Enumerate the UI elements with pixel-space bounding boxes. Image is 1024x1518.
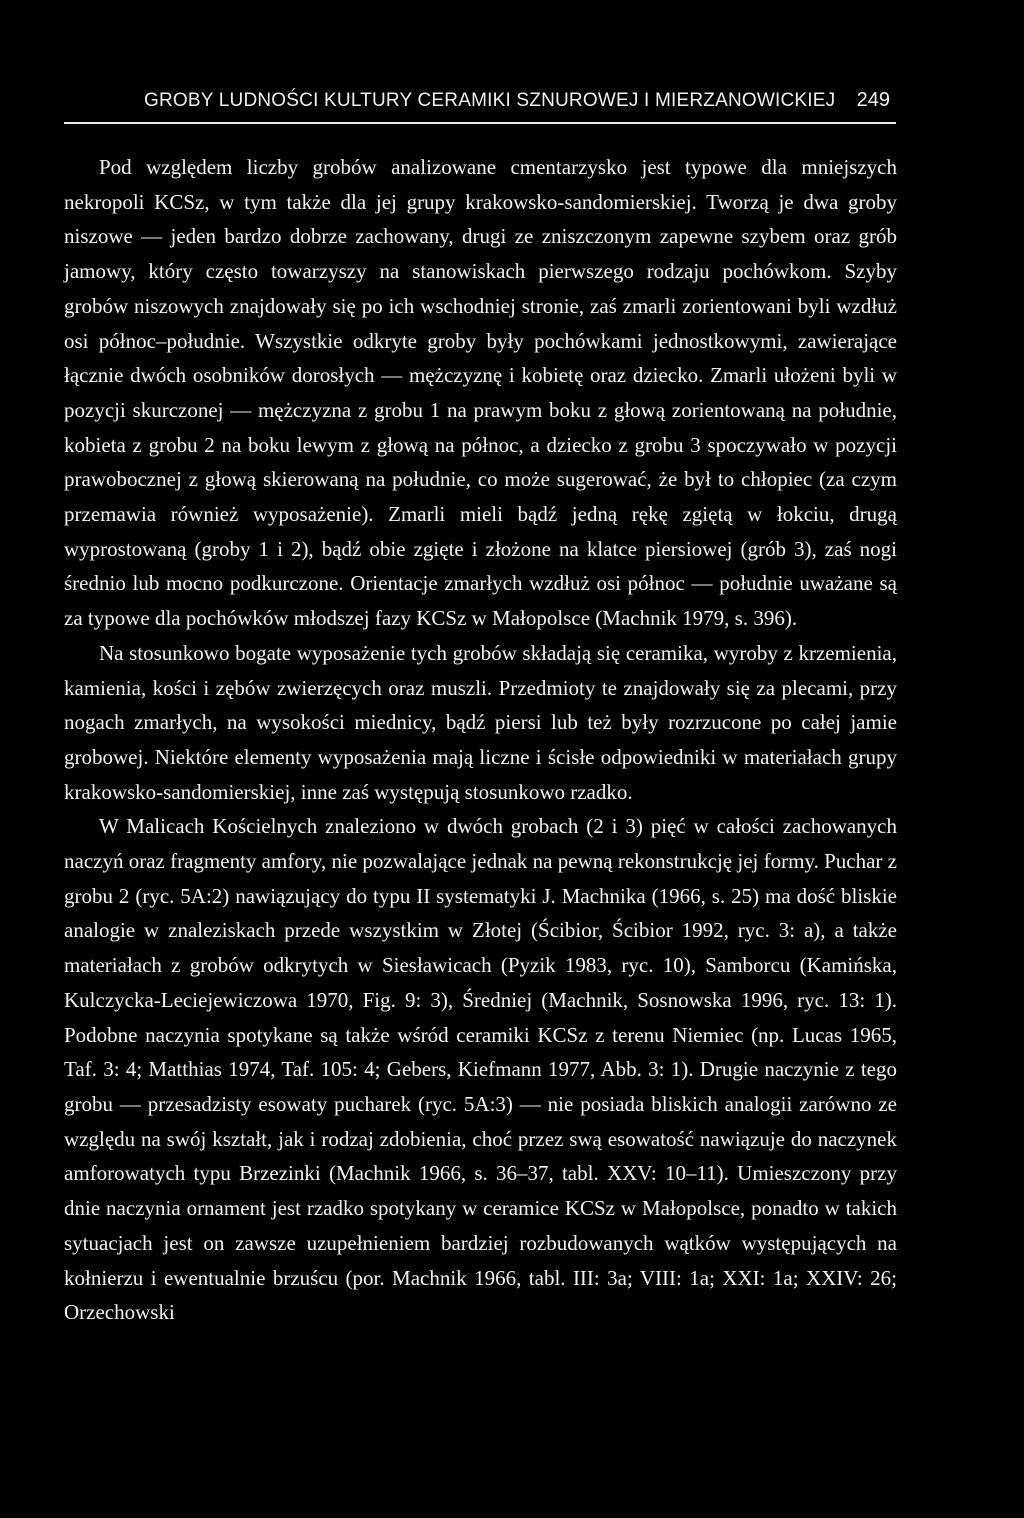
body-text [64,150,897,1330]
paragraph-vessels: W Malicach Kościelnych znaleziono w dwóch grobach (2 i 3) pięć w całości zachowanych naczyń oraz fragmenty amfory, nie pozwalające jednak na pewną rekonstrukcję jej formy. Puchar z grobu 2 (ryc. 5A:2) nawiązujący do typu II systematyki J. Machnika (1966, s. 25) ma dość bliskie analogie w znaleziskach przede wszystkim w Złotej (Ścibior, Ścibior 1992, ryc. 3: a), a także materiałach z grobów odkrytych w Siesławicach (Pyzik 1983, ryc. 10), Samborcu (Kamińska, Kulczycka-Leciejewiczowa 1970, Fig. 9: 3), Średniej (Machnik, Sosnowska 1996, ryc. 13: 1). Podobne naczynia spotykane są także wśród ceramiki KCSz z terenu Niemiec (np. Lucas 1965, Taf. 3: 4; Matthias 1974, Taf. 105: 4; Gebers, Kiefmann 1977, Abb. 3: 1). Drugie naczynie z tego grobu — przesadzisty esowaty pucharek (ryc. 5A:3) — nie posiada bliskich analogii zarówno ze względu na swój kształt, jak i rodzaj zdobienia, choć przez swą esowatość nawiązuje do naczynek amforowatych typu Brzezinki (Machnik 1966, s. 36–37, tabl. XXV: 10–11). Umieszczony przy dnie naczynia ornament jest rzadko spotykany w ceramice KCSz w Małopolsce, ponadto w takich sytuacjach jest on zawsze uzupełnieniem bardziej rozbudowanych wątków występujących na kołnierzu i ewentualnie brzuścu (por. Machnik 1966, tabl. III: 3a; VIII: 1a; XXI: 1a; XXIV: 26; Orzechowski [64,814,897,1325]
running-header [64,86,896,124]
paragraph-grave-goods: Na stosunkowo bogate wyposażenie tych grobów składają się ceramika, wyroby z krzemienia, kamienia, kości i zębów zwierzęcych oraz muszli. Przedmioty te znajdowały się za plecami, przy nogach zmarłych, na wysokości miednicy, bądź piersi lub też były rozrzucone po całej jamie grobowej. Niektóre elementy wyposażenia mają liczne i ścisłe odpowiedniki w materiałach grupy krakowsko-sandomierskiej, inne zaś występują stosunkowo rzadko. [64,640,897,804]
paragraph-burial-description: Pod względem liczby grobów analizowane cmentarzysko jest typowe dla mniejszych nekropoli KCSz, w tym także dla jej grupy krakowsko-sandomierskiej. Tworzą je dwa groby niszowe — jeden bardzo dobrze zachowany, drugi ze zniszczonym zapewne szybem oraz grób jamowy, który często towarzyszy na stanowiskach pierwszego rodzaju pochówkom. Szyby grobów niszowych znajdowały się po ich wschodniej stronie, zaś zmarli zorientowani byli wzdłuż osi północ–południe. Wszystkie odkryte groby były pochówkami jednostkowymi, zawierające łącznie dwóch osobników dorosłych — mężczyznę i kobietę oraz dziecko. Zmarli ułożeni byli w pozycji skurczonej — mężczyzna z grobu 1 na prawym boku z głową zorientowaną na południe, kobieta z grobu 2 na boku lewym z głową na północ, a dziecko z grobu 3 spoczywało w pozycji prawobocznej z głową skierowaną na południe, co może sugerować, że był to chłopiec (za czym przemawia również wyposażenie). Zmarli mieli bądź jedną rękę zgiętą w łokciu, drugą wyprostowaną (groby 1 i 2), bądź obie zgięte i złożone na klatce piersiowej (grób 3), zaś nogi średnio lub mocno podkurczone. Orientacje zmarłych wzdłuż osi północ — południe uważane są za typowe dla pochówków młodszej fazy KCSz w Małopolsce (Machnik 1979, s. 396). [64,155,897,631]
running-title: GROBY LUDNOŚCI KULTURY CERAMIKI SZNUROWEJ I MIERZANOWICKIEJ [144,90,836,111]
page-number: 249 [856,89,890,111]
